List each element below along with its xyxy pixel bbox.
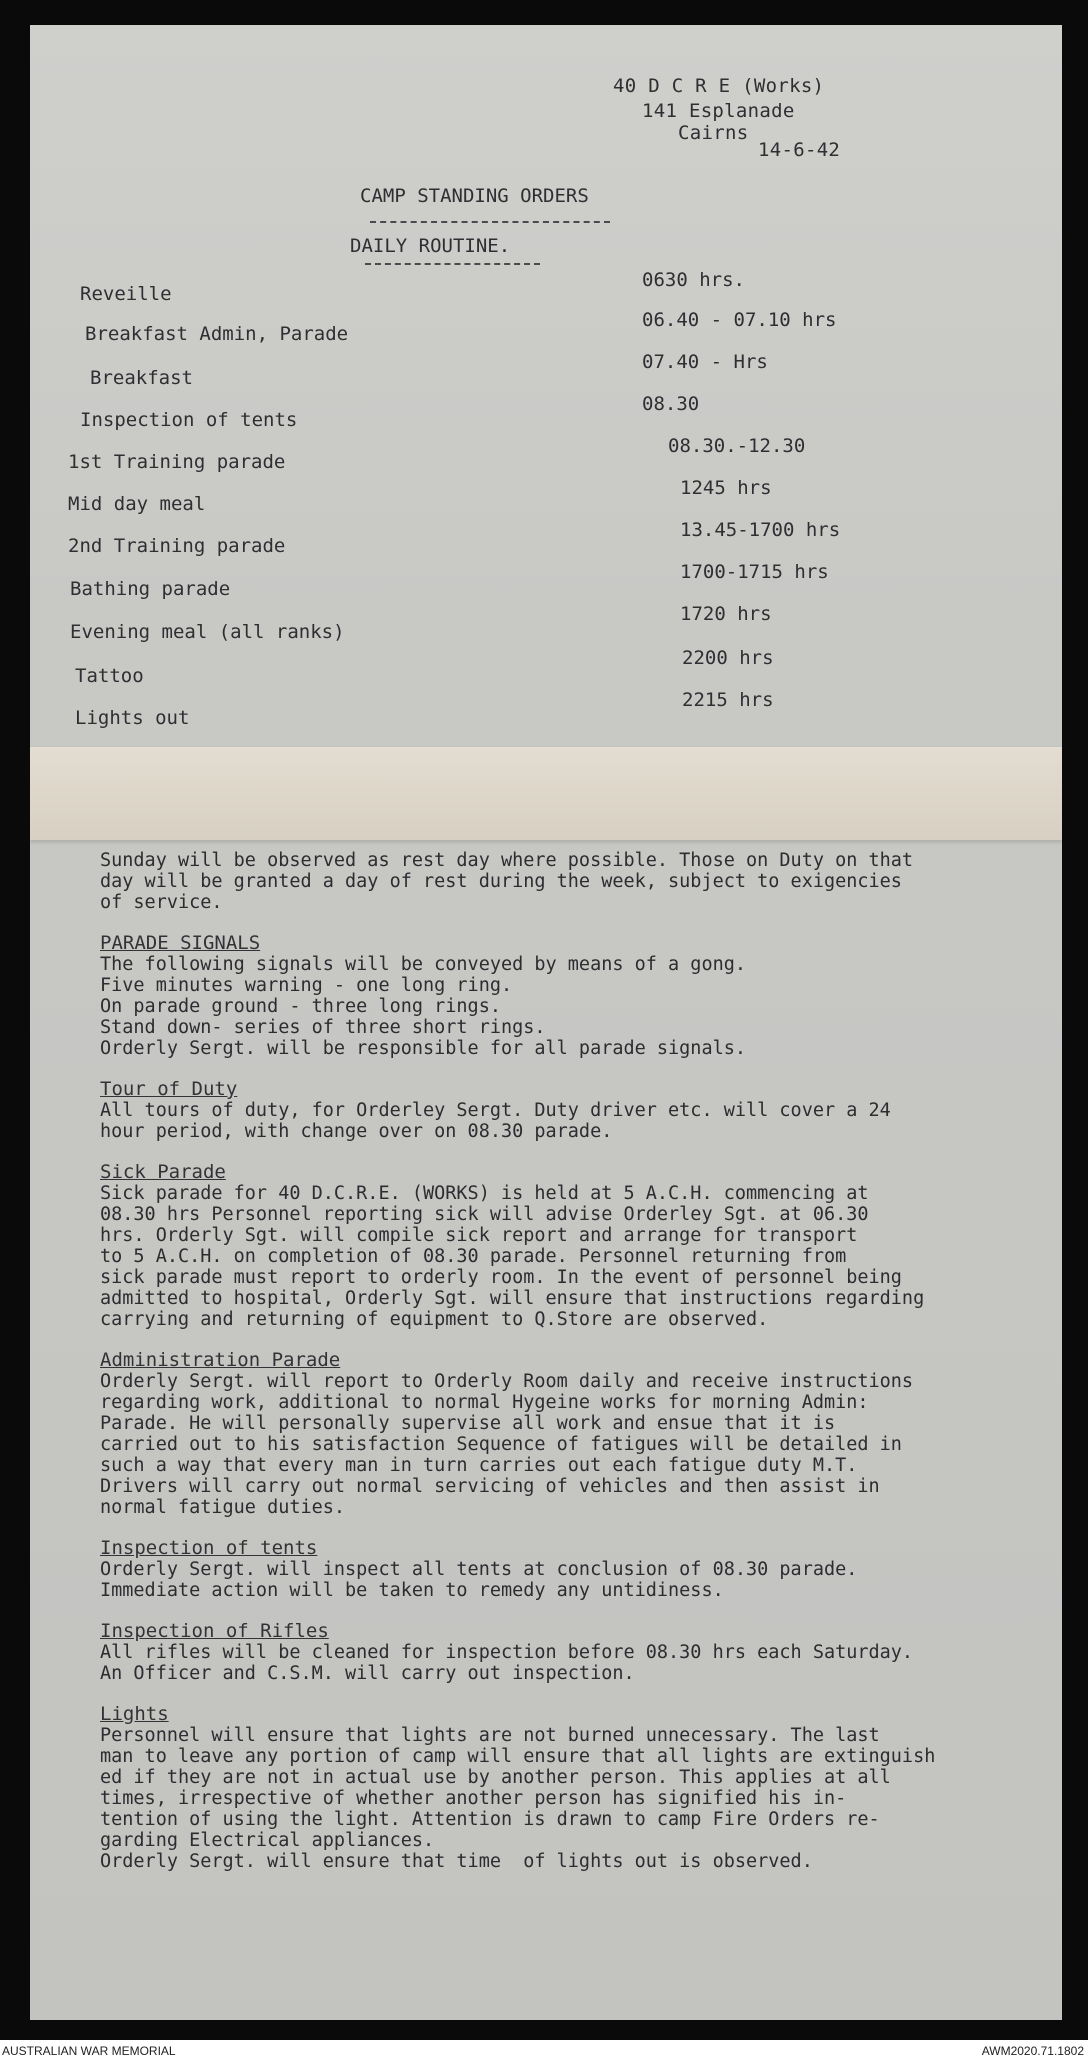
text-line: garding Electrical appliances. <box>100 1830 435 1851</box>
archive-reference-number: AWM2020.71.1802 <box>981 2044 1084 2058</box>
text-line: ed if they are not in actual use by another person. This applies at all <box>100 1767 891 1788</box>
routine-activity: 2nd Training parade <box>68 535 286 557</box>
text-line: Drivers will carry out normal servicing of vehicles and then assist in <box>100 1476 880 1497</box>
section-title: Inspection of Rifles <box>100 1620 329 1642</box>
text-line: Sunday will be observed as rest day where possible. Those on Duty on that <box>100 850 914 871</box>
section-sick-parade <box>100 1162 1050 1330</box>
text-line: to 5 A.C.H. on completion of 08.30 parade. Personnel returning from <box>100 1246 847 1267</box>
routine-time: 13.45-1700 hrs <box>680 519 841 541</box>
text-line: carried out to his satisfaction Sequence of fatigues will be detailed in <box>100 1434 902 1455</box>
text-line: hour period, with change over on 08.30 parade. <box>100 1121 613 1142</box>
section-inspection-of-tents <box>100 1538 1050 1601</box>
document-sheet <box>30 25 1062 2020</box>
orders-body <box>100 850 1050 1892</box>
routine-activity: Breakfast <box>90 367 193 389</box>
text-line: of service. <box>100 892 223 913</box>
section-administration-parade <box>100 1350 1050 1518</box>
document-title: CAMP STANDING ORDERS <box>360 185 589 207</box>
text-line: Orderly Sergt. will report to Orderly Room daily and receive instructions <box>100 1371 914 1392</box>
text-line: Orderly Sergt. will ensure that time of lights out is observed. <box>100 1851 813 1872</box>
text-line: carrying and returning of equipment to Q.Store are observed. <box>100 1309 769 1330</box>
routine-activity: Tattoo <box>75 665 144 687</box>
text-line: man to leave any portion of camp will ensure that all lights are extinguish <box>100 1746 936 1767</box>
text-line: sick parade must report to orderly room. In the event of personnel being <box>100 1267 902 1288</box>
text-line: admitted to hospital, Orderly Sgt. will ensure that instructions regarding <box>100 1288 925 1309</box>
routine-activity: Breakfast Admin, Parade <box>85 323 349 345</box>
text-line: such a way that every man in turn carries out each fatigue duty M.T. <box>100 1455 858 1476</box>
routine-time: 07.40 - Hrs <box>642 351 768 373</box>
routine-underline <box>365 263 540 265</box>
intro-paragraph <box>100 850 1050 913</box>
routine-activity: 1st Training parade <box>68 451 286 473</box>
routine-activity: Evening meal (all ranks) <box>70 621 345 643</box>
routine-time: 2215 hrs <box>682 689 774 711</box>
text-line: day will be granted a day of rest during the week, subject to exigencies <box>100 871 902 892</box>
text-line: Orderly Sergt. will be responsible for all parade signals. <box>100 1038 747 1059</box>
routine-time: 06.40 - 07.10 hrs <box>642 309 837 331</box>
text-line: The following signals will be conveyed by means of a gong. <box>100 954 747 975</box>
text-line: Orderly Sergt. will inspect all tents at conclusion of 08.30 parade. <box>100 1559 858 1580</box>
header-date: 14-6-42 <box>758 139 841 161</box>
text-line: tention of using the light. Attention is drawn to camp Fire Orders re- <box>100 1809 880 1830</box>
routine-activity: Mid day meal <box>68 493 206 515</box>
text-line: Five minutes warning - one long ring. <box>100 975 513 996</box>
section-tour-of-duty <box>100 1079 1050 1142</box>
section-parade-signals <box>100 933 1050 1059</box>
archive-credit: AUSTRALIAN WAR MEMORIAL <box>2 2044 176 2058</box>
routine-heading: DAILY ROUTINE. <box>350 235 511 257</box>
routine-time: 2200 hrs <box>682 647 774 669</box>
routine-time: 08.30 <box>642 393 700 415</box>
routine-time: 08.30.-12.30 <box>668 435 806 457</box>
routine-activity: Reveille <box>80 283 172 305</box>
text-line: Stand down- series of three short rings. <box>100 1017 546 1038</box>
text-line: All rifles will be cleaned for inspection before 08.30 hrs each Saturday. <box>100 1642 914 1663</box>
header-city: Cairns <box>678 122 749 144</box>
text-line: Parade. He will personally supervise all work and ensue that it is <box>100 1413 836 1434</box>
routine-time: 1700-1715 hrs <box>680 561 829 583</box>
routine-activity: Inspection of tents <box>80 409 298 431</box>
text-line: Immediate action will be taken to remedy any untidiness. <box>100 1580 724 1601</box>
adhesive-tape-strip <box>30 747 1062 840</box>
section-lights <box>100 1704 1050 1872</box>
routine-activity: Bathing parade <box>70 578 231 600</box>
text-line: regarding work, additional to normal Hygeine works for morning Admin: <box>100 1392 869 1413</box>
section-title: Tour of Duty <box>100 1078 238 1100</box>
text-line: Sick parade for 40 D.C.R.E. (WORKS) is held at 5 A.C.H. commencing at <box>100 1183 869 1204</box>
section-title: Sick Parade <box>100 1161 226 1183</box>
header-address: 141 Esplanade <box>642 100 795 122</box>
header-unit: 40 D C R E (Works) <box>613 75 825 97</box>
section-title: PARADE SIGNALS <box>100 932 261 954</box>
text-line: An Officer and C.S.M. will carry out inspection. <box>100 1663 635 1684</box>
text-line: Personnel will ensure that lights are not burned unnecessary. The last <box>100 1725 880 1746</box>
text-line: times, irrespective of whether another person has signified his in- <box>100 1788 847 1809</box>
text-line: 08.30 hrs Personnel reporting sick will advise Orderley Sgt. at 06.30 <box>100 1204 869 1225</box>
section-title: Inspection of tents <box>100 1537 318 1559</box>
text-line: All tours of duty, for Orderley Sergt. Duty driver etc. will cover a 24 <box>100 1100 891 1121</box>
routine-time: 1245 hrs <box>680 477 772 499</box>
routine-time: 0630 hrs. <box>642 269 745 291</box>
section-inspection-of-rifles <box>100 1621 1050 1684</box>
section-title: Lights <box>100 1703 169 1725</box>
title-underline <box>370 221 610 223</box>
section-title: Administration Parade <box>100 1349 341 1371</box>
routine-time: 1720 hrs <box>680 603 772 625</box>
routine-activity: Lights out <box>75 707 190 729</box>
text-line: normal fatigue duties. <box>100 1497 346 1518</box>
text-line: On parade ground - three long rings. <box>100 996 501 1017</box>
text-line: hrs. Orderly Sgt. will compile sick report and arrange for transport <box>100 1225 858 1246</box>
